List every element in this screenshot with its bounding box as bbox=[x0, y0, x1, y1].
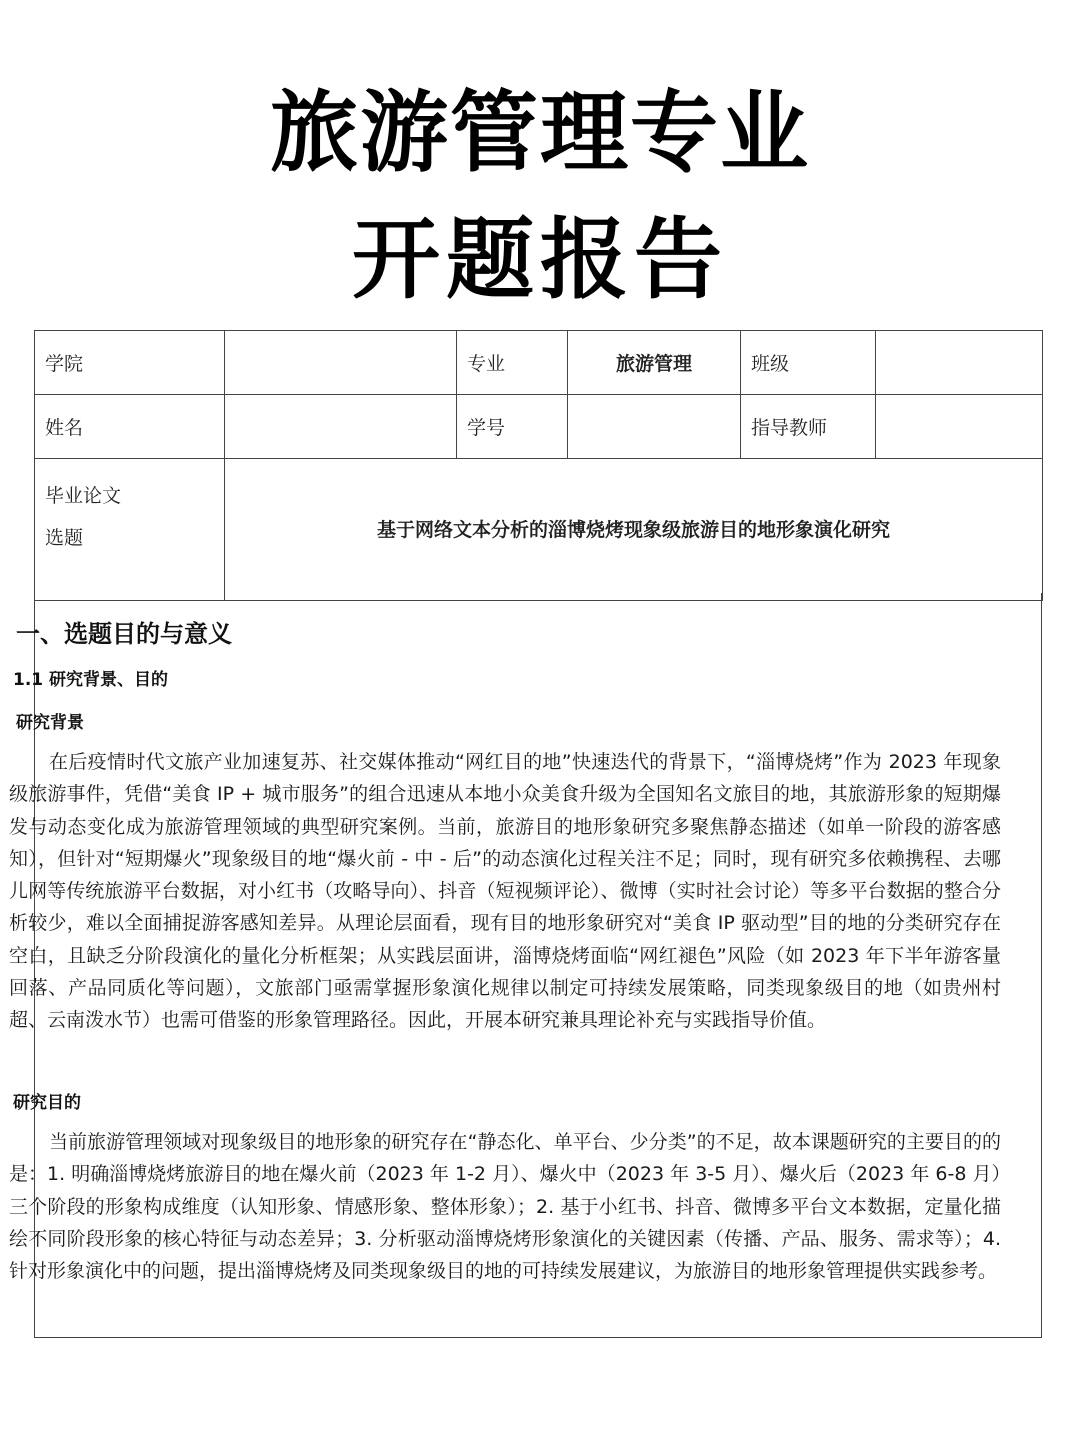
class-value-cell bbox=[876, 331, 1043, 395]
purpose-paragraph: 当前旅游管理领域对现象级目的地形象的研究存在“静态化、单平台、少分类”的不足，故本课题研究的主要目的的是：1. 明确淄博烧烤旅游目的地在爆火前（2023 年 1-2 月）、爆火中（2023 年 3-5 月）、爆火后（2023 年 6-8 月）三个阶段的形象构成维度（认知形象、情感形象、整体形象）；2. 基于小红书、抖音、微博多平台文本数据，定量化描绘不同阶段形象的核心特征与动态差异；3. 分析驱动淄博烧烤形象演化的关键因素（传播、产品、服务、需求等）；4. 针对形象演化中的问题，提出淄博烧烤及同类现象级目的地的可持续发展建议，为旅游目的地形象管理提供实践参考。 bbox=[9, 1131, 1001, 1283]
college-value-cell bbox=[225, 331, 457, 395]
topic-label-line2: 选题 bbox=[45, 527, 84, 549]
document-title-line1: 旅游管理专业 bbox=[269, 80, 810, 184]
advisor-value-cell bbox=[876, 395, 1043, 459]
subsection-heading: 1.1 研究背景、目的 bbox=[13, 670, 169, 690]
major-value: 旅游管理 bbox=[568, 331, 741, 395]
name-label: 姓名 bbox=[35, 395, 225, 459]
student-id-value-cell bbox=[568, 395, 741, 459]
topic-label-line1: 毕业论文 bbox=[45, 485, 122, 507]
topic-value: 基于网络文本分析的淄博烧烤现象级旅游目的地形象演化研究 bbox=[225, 459, 1043, 601]
background-heading: 研究背景 bbox=[16, 713, 84, 733]
document-title-line2: 开题报告 bbox=[351, 207, 728, 311]
college-label: 学院 bbox=[35, 331, 225, 395]
major-label: 专业 bbox=[457, 331, 568, 395]
info-table bbox=[34, 330, 1043, 601]
name-value-cell bbox=[225, 395, 457, 459]
info-row-1 bbox=[35, 331, 1043, 395]
purpose-heading: 研究目的 bbox=[13, 1093, 81, 1113]
class-label: 班级 bbox=[741, 331, 876, 395]
student-id-label: 学号 bbox=[457, 395, 568, 459]
info-row-3 bbox=[35, 459, 1043, 601]
section-heading: 一、选题目的与意义 bbox=[16, 620, 232, 648]
topic-label bbox=[35, 459, 225, 601]
info-row-2 bbox=[35, 395, 1043, 459]
advisor-label: 指导教师 bbox=[741, 395, 876, 459]
background-paragraph: 在后疫情时代文旅产业加速复苏、社交媒体推动“网红目的地”快速迭代的背景下，“淄博烧烤”作为 2023 年现象级旅游事件，凭借“美食 IP + 城市服务”的组合迅速从本地小众美食升级为全国知名文旅目的地，其旅游形象的短期爆发与动态变化成为旅游管理领域的典型研究案例。当前，旅游目的地形象研究多聚焦静态描述（如单一阶段的游客感知），但针对“短期爆火”现象级目的地“爆火前 - 中 - 后”的动态演化过程关注不足；同时，现有研究多依赖携程、去哪儿网等传统旅游平台数据，对小红书（攻略导向）、抖音（短视频评论）、微博（实时社会讨论）等多平台数据的整合分析较少，难以全面捕捉游客感知差异。从理论层面看，现有目的地形象研究对“美食 IP 驱动型”目的地的分类研究存在空白，且缺乏分阶段演化的量化分析框架；从实践层面讲，淄博烧烤面临“网红褪色”风险（如 2023 年下半年游客量回落、产品同质化等问题），文旅部门亟需掌握形象演化规律以制定可持续发展策略，同类现象级目的地（如贵州村超、云南泼水节）也需可借鉴的形象管理路径。因此，开展本研究兼具理论补充与实践指导价值。 bbox=[9, 751, 1001, 1032]
